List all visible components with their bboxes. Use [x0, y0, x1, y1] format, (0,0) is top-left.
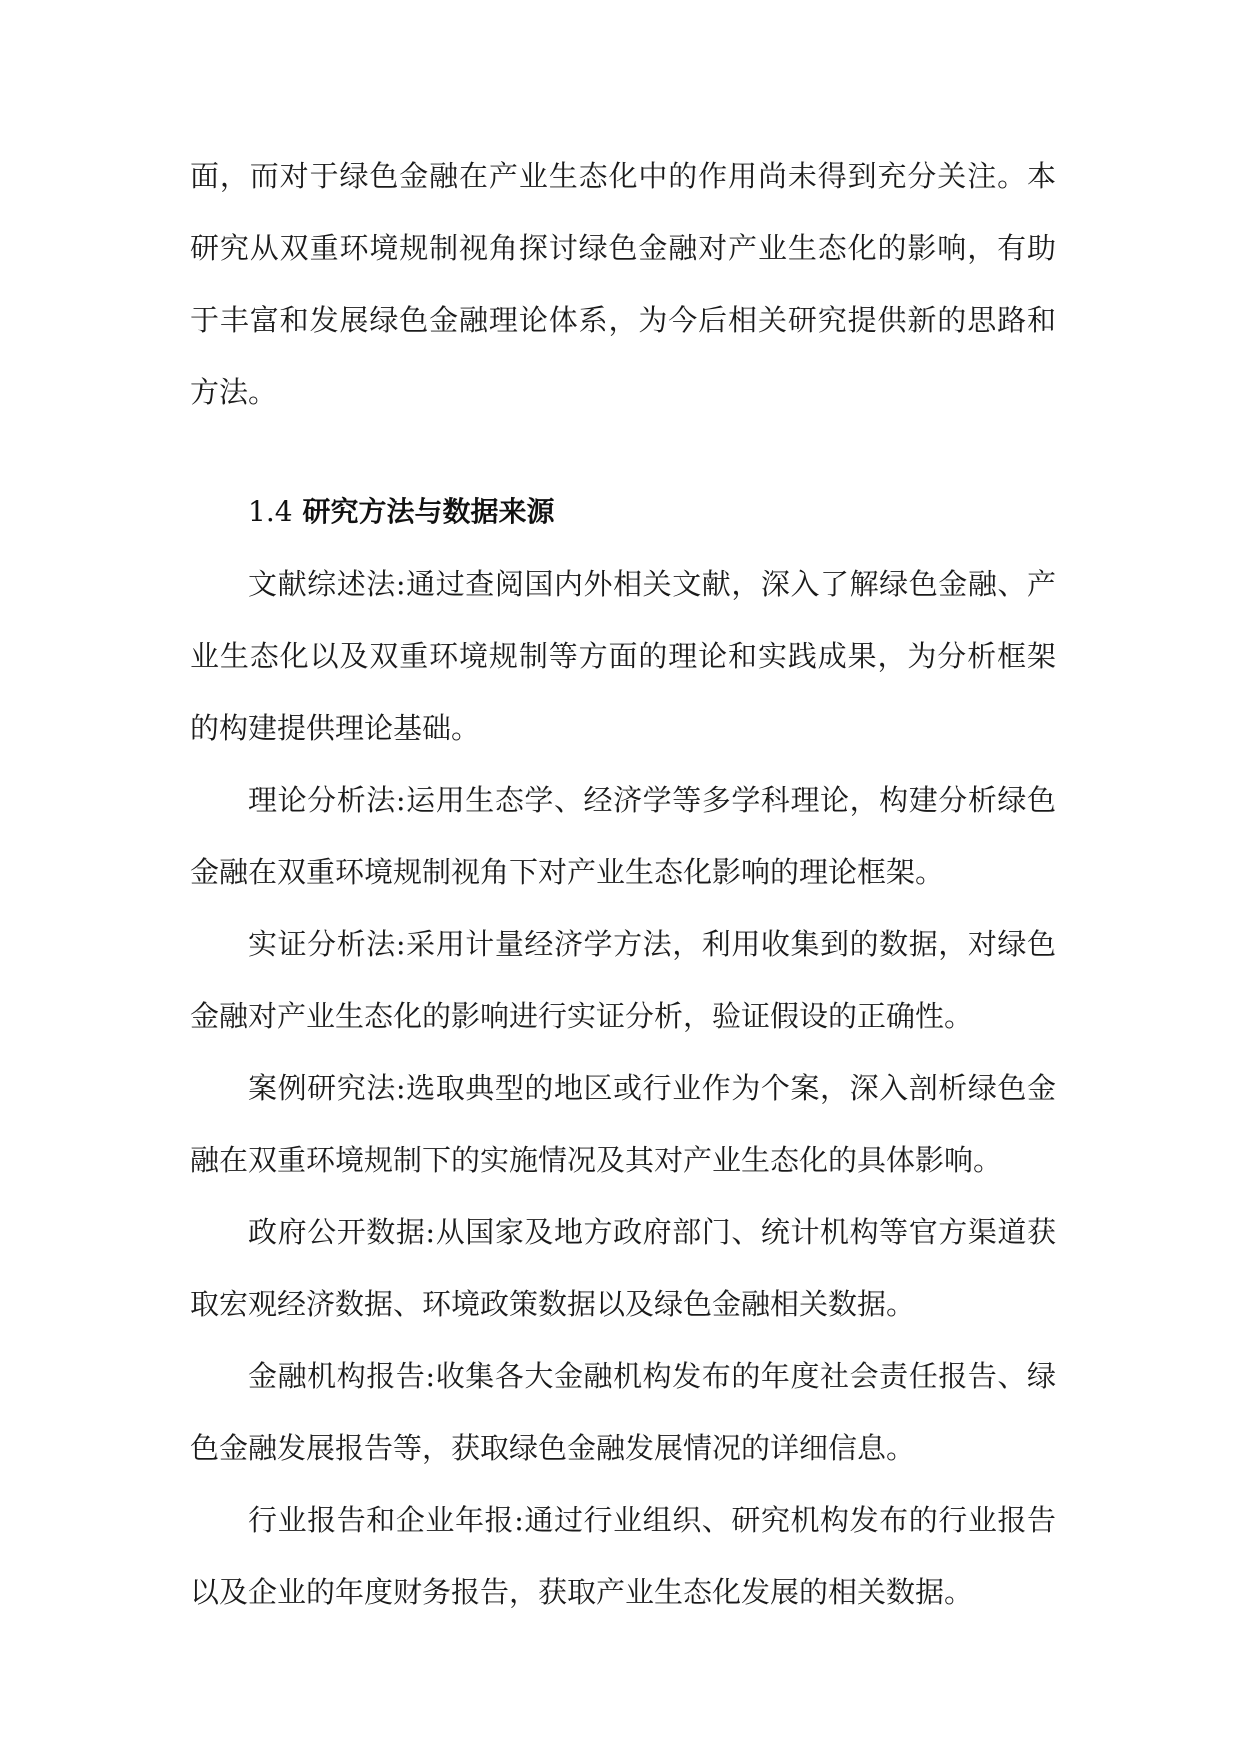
paragraph-financial-reports: [190, 1340, 1056, 1484]
section-heading: [190, 476, 1056, 548]
paragraph-empirical-analysis: [190, 908, 1056, 1052]
paragraph-label: 金融机构报告:: [248, 1359, 436, 1393]
section-number: 1.4: [248, 495, 293, 528]
paragraph-text: 收集各大金融机构发布的年度社会责任报告、绿色金融发展报告等，获取绿色金融发展情况的详细信息。: [190, 1359, 1056, 1465]
paragraph-text: 通过行业组织、研究机构发布的行业报告以及企业的年度财务报告，获取产业生态化发展的相关数据。: [190, 1503, 1056, 1609]
paragraph-industry-reports: [190, 1484, 1056, 1628]
paragraph-label: 政府公开数据:: [248, 1215, 436, 1249]
paragraph-literature-review: [190, 548, 1056, 764]
paragraph-text: 从国家及地方政府部门、统计机构等官方渠道获取宏观经济数据、环境政策数据以及绿色金融相关数据。: [190, 1215, 1056, 1321]
section-title: 研究方法与数据来源: [302, 495, 555, 528]
intro-paragraph: 面，而对于绿色金融在产业生态化中的作用尚未得到充分关注。本研究从双重环境规制视角探讨绿色金融对产业生态化的影响，有助于丰富和发展绿色金融理论体系，为今后相关研究提供新的思路和方法。: [190, 159, 1056, 409]
paragraph-theoretical-analysis: [190, 764, 1056, 908]
paragraph-label: 案例研究法:: [248, 1071, 406, 1105]
paragraph-label: 理论分析法:: [248, 783, 406, 817]
paragraph-text: 运用生态学、经济学等多学科理论，构建分析绿色金融在双重环境规制视角下对产业生态化影响的理论框架。: [190, 783, 1056, 889]
paragraph-text: 选取典型的地区或行业作为个案，深入剖析绿色金融在双重环境规制下的实施情况及其对产业生态化的具体影响。: [190, 1071, 1056, 1177]
document-body: [190, 140, 1056, 1628]
paragraph-government-data: [190, 1196, 1056, 1340]
paragraph-text: 通过查阅国内外相关文献，深入了解绿色金融、产业生态化以及双重环境规制等方面的理论和实践成果，为分析框架的构建提供理论基础。: [190, 567, 1056, 745]
paragraph-label: 行业报告和企业年报:: [248, 1503, 524, 1537]
paragraph-label: 实证分析法:: [248, 927, 406, 961]
paragraph-case-study: [190, 1052, 1056, 1196]
paragraph-label: 文献综述法:: [248, 567, 406, 601]
paragraph-text: 采用计量经济学方法，利用收集到的数据，对绿色金融对产业生态化的影响进行实证分析，验证假设的正确性。: [190, 927, 1056, 1033]
